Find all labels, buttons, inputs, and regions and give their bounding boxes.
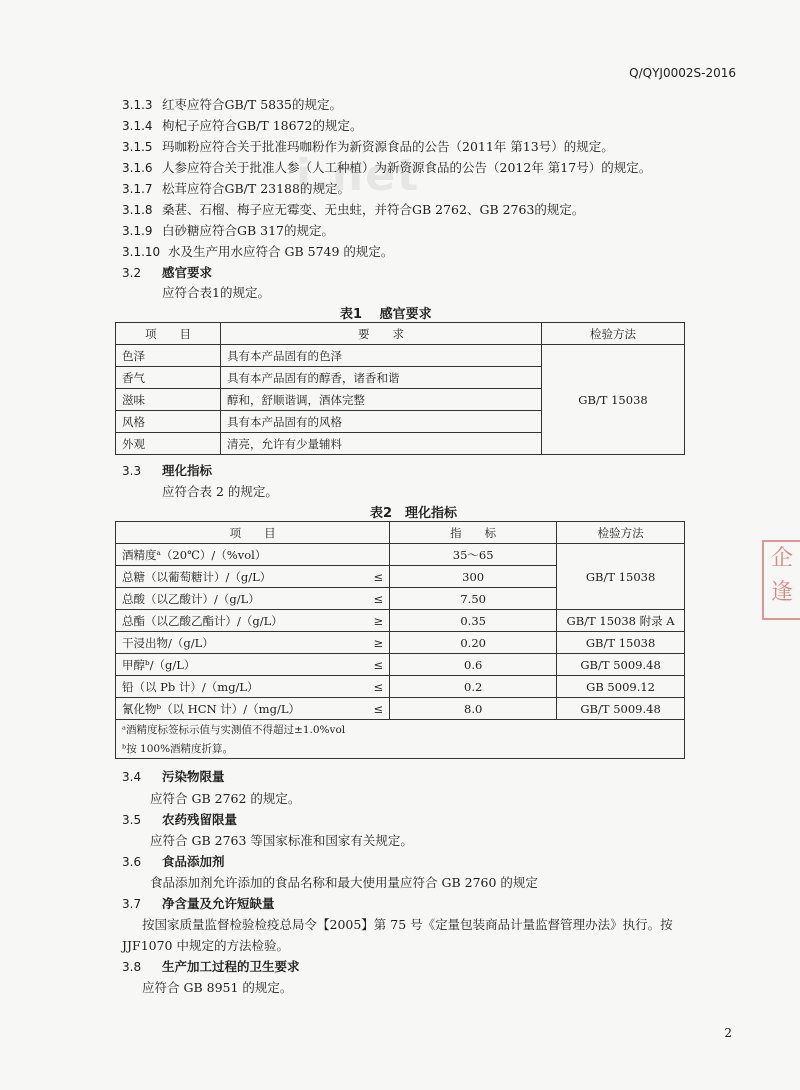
table-note-row [116, 739, 685, 759]
method-cell: GB/T 15038 [542, 345, 685, 455]
row-symbol: ≤ [363, 588, 390, 610]
section-3-6-body: 食品添加剂允许添加的食品名称和最大使用量应符合 GB 2760 的规定 [150, 875, 538, 890]
physicochemical-table [115, 521, 685, 759]
clause-3-1-7: 3.1.7 松茸应符合GB/T 23188的规定。 [122, 181, 350, 196]
clause-3-1-5: 3.1.5 玛咖粉应符合关于批准玛咖粉作为新资源食品的公告（2011年 第13号）的规定。 [122, 139, 614, 154]
row-requirement: 具有本产品固有的醇香，诸香和谐 [221, 367, 542, 389]
table-row [116, 698, 685, 720]
row-value: 7.50 [390, 588, 557, 610]
section-3-8-heading: 3.8 生产加工过程的卫生要求 [122, 959, 300, 974]
row-item: 铅（以 Pb 计）/（mg/L） [116, 676, 364, 698]
column-header-item: 项 目 [116, 522, 390, 544]
row-symbol: ≤ [363, 698, 390, 720]
method-cell: GB/T 15038 [557, 544, 685, 610]
section-3-3-body: 应符合表 2 的规定。 [162, 484, 278, 499]
row-symbol [363, 544, 390, 566]
section-3-4-body: 应符合 GB 2762 的规定。 [150, 791, 301, 806]
table-note-b: ᵇ按 100%酒精度折算。 [116, 739, 685, 759]
row-symbol: ≤ [363, 676, 390, 698]
section-3-2-heading: 3.2 感官要求 [122, 265, 213, 280]
row-item: 甲醇ᵇ/（g/L） [116, 654, 364, 676]
table-note-row [116, 720, 685, 740]
clause-3-1-6: 3.1.6 人参应符合关于批准人参（人工种植）为新资源食品的公告（2012年 第17号）的规定。 [122, 160, 652, 175]
sensory-requirements-table [115, 322, 685, 455]
row-symbol: ≥ [363, 632, 390, 654]
section-3-7-heading: 3.7 净含量及允许短缺量 [122, 896, 275, 911]
row-item: 香气 [116, 367, 221, 389]
column-header-value: 指 标 [390, 522, 557, 544]
section-3-5-heading: 3.5 农药残留限量 [122, 812, 238, 827]
column-header-method: 检验方法 [542, 323, 685, 345]
clause-3-1-4: 3.1.4 枸杞子应符合GB/T 18672的规定。 [122, 118, 363, 133]
table-row [116, 632, 685, 654]
section-3-4-heading: 3.4 污染物限量 [122, 769, 225, 784]
section-3-7-body-line1: 按国家质量监督检验检疫总局令【2005】第 75 号《定量包装商品计量监督管理办法》执行。按 [142, 917, 673, 932]
row-method: GB/T 5009.48 [557, 654, 685, 676]
row-method: GB 5009.12 [557, 676, 685, 698]
clause-3-1-9: 3.1.9 白砂糖应符合GB 317的规定。 [122, 223, 335, 238]
row-item: 氰化物ᵇ（以 HCN 计）/（mg/L） [116, 698, 364, 720]
table-note-a: ᵃ酒精度标签标示值与实测值不得超过±1.0%vol [116, 720, 685, 740]
table2-caption: 表2 理化指标 [370, 506, 458, 521]
row-item: 总酯（以乙酸乙酯计）/（g/L） [116, 610, 364, 632]
row-item: 酒精度ᵃ（20℃）/（%vol） [116, 544, 364, 566]
column-header-requirement: 要 求 [221, 323, 542, 345]
row-value: 300 [390, 566, 557, 588]
page-number: 2 [724, 1026, 732, 1040]
clause-3-1-3: 3.1.3 红枣应符合GB/T 5835的规定。 [122, 97, 343, 112]
row-value: 8.0 [390, 698, 557, 720]
table-row [116, 544, 685, 566]
row-symbol: ≥ [363, 610, 390, 632]
row-requirement: 清亮，允许有少量辅料 [221, 433, 542, 455]
row-method: GB/T 5009.48 [557, 698, 685, 720]
row-symbol: ≤ [363, 654, 390, 676]
table-row [116, 610, 685, 632]
row-method: GB/T 15038 附录 A [557, 610, 685, 632]
row-method: GB/T 15038 [557, 632, 685, 654]
table1-caption: 表1 感官要求 [340, 307, 432, 322]
section-3-7-body-line2: JJF1070 中规定的方法检验。 [122, 938, 289, 953]
table-row [116, 654, 685, 676]
table-header-row [116, 323, 685, 345]
row-value: 35～65 [390, 544, 557, 566]
clause-3-1-10: 3.1.10 水及生产用水应符合 GB 5749 的规定。 [122, 244, 394, 259]
row-item: 滋味 [116, 389, 221, 411]
table-row [116, 345, 685, 367]
clause-3-1-8: 3.1.8 桑葚、石榴、梅子应无霉变、无虫蛀，并符合GB 2762、GB 2763的规定。 [122, 202, 585, 217]
watermark-text: i.net [296, 150, 420, 201]
row-value: 0.6 [390, 654, 557, 676]
section-3-6-heading: 3.6 食品添加剂 [122, 854, 225, 869]
section-3-5-body: 应符合 GB 2763 等国家标准和国家有关规定。 [150, 833, 413, 848]
column-header-item: 项 目 [116, 323, 221, 345]
section-3-2-body: 应符合表1的规定。 [162, 285, 270, 300]
row-item: 总糖（以葡萄糖计）/（g/L） [116, 566, 364, 588]
row-value: 0.20 [390, 632, 557, 654]
row-item: 干浸出物/（g/L） [116, 632, 364, 654]
row-value: 0.35 [390, 610, 557, 632]
section-3-8-body: 应符合 GB 8951 的规定。 [142, 980, 293, 995]
row-item: 风格 [116, 411, 221, 433]
row-requirement: 具有本产品固有的色泽 [221, 345, 542, 367]
standard-code: Q/QYJ0002S-2016 [629, 66, 736, 80]
row-item: 总酸（以乙酸计）/（g/L） [116, 588, 364, 610]
row-requirement: 具有本产品固有的风格 [221, 411, 542, 433]
row-symbol: ≤ [363, 566, 390, 588]
row-item: 外观 [116, 433, 221, 455]
table-row [116, 676, 685, 698]
row-requirement: 醇和，舒顺谐调，酒体完整 [221, 389, 542, 411]
section-3-3-heading: 3.3 理化指标 [122, 463, 213, 478]
row-item: 色泽 [116, 345, 221, 367]
red-seal-stamp: 企 逢 [762, 540, 800, 620]
table-header-row [116, 522, 685, 544]
column-header-method: 检验方法 [557, 522, 685, 544]
row-value: 0.2 [390, 676, 557, 698]
